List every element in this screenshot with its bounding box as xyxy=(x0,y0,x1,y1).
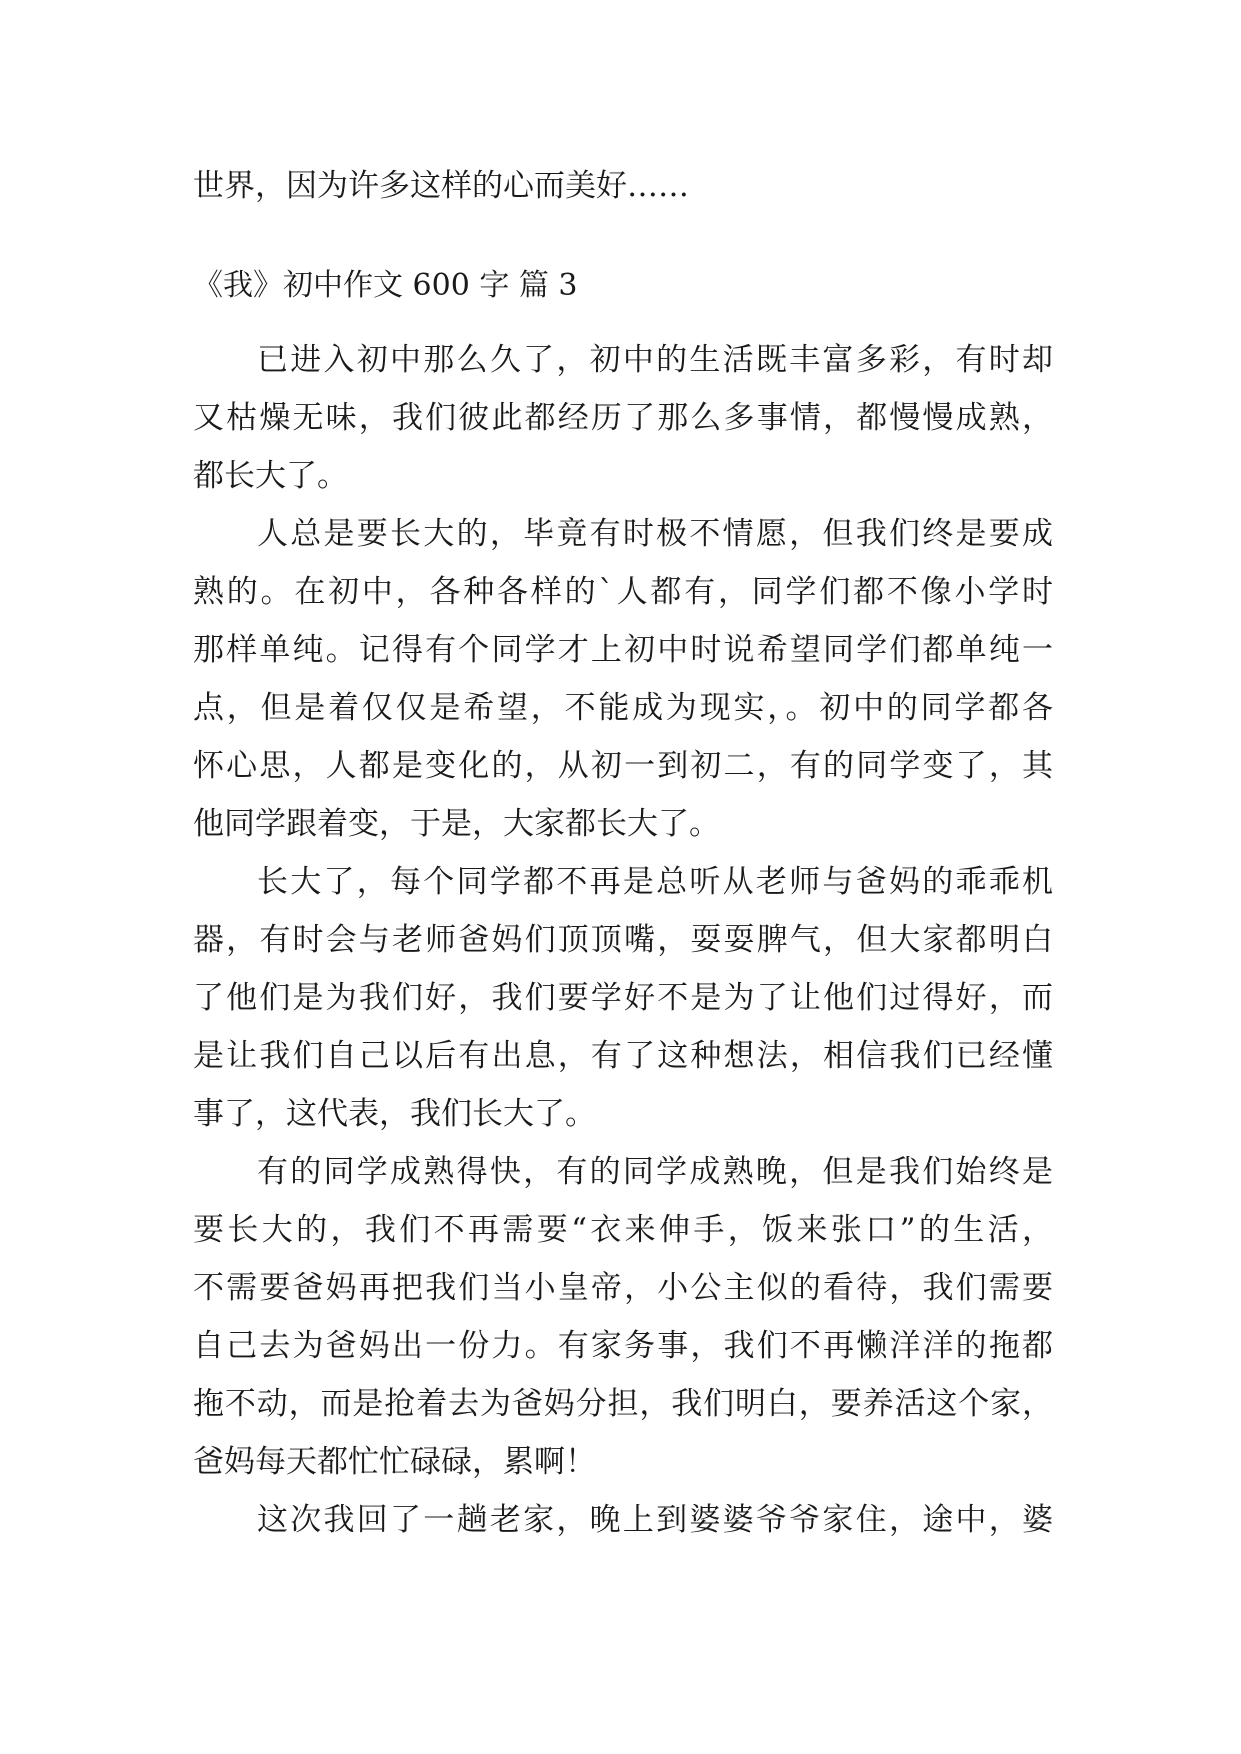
text-line: 这次我回了一趟老家，晚上到婆婆爷爷家住，途中，婆 xyxy=(257,1502,1053,1538)
text-line: 都长大了。 xyxy=(193,458,348,494)
text-line: 熟的。在初中，各种各样的`人都有，同学们都不像小学时 xyxy=(193,574,1053,610)
text-line: 长大了，每个同学都不再是总听从老师与爸妈的乖乖机 xyxy=(257,864,1053,900)
text-line: 那样单纯。记得有个同学才上初中时说希望同学们都单纯一 xyxy=(193,632,1053,668)
text-line: 世界，因为许多这样的心而美好…… xyxy=(193,168,689,204)
text-line: 有的同学成熟得快，有的同学成熟晚，但是我们始终是 xyxy=(257,1154,1053,1190)
text-line: 点，但是着仅仅是希望，不能成为现实，。初中的同学都各 xyxy=(193,690,1053,726)
text-line: 事了，这代表，我们长大了。 xyxy=(193,1096,596,1132)
text-line: 爸妈每天都忙忙碌碌，累啊！ xyxy=(193,1444,596,1480)
text-line: 自己去为爸妈出一份力。有家务事，我们不再懒洋洋的拖都 xyxy=(193,1328,1053,1364)
text-line: 器，有时会与老师爸妈们顶顶嘴，耍耍脾气，但大家都明白 xyxy=(193,922,1053,958)
text-line: 人总是要长大的，毕竟有时极不情愿，但我们终是要成 xyxy=(257,516,1053,552)
text-line: 不需要爸妈再把我们当小皇帝，小公主似的看待，我们需要 xyxy=(193,1270,1053,1306)
text-line: 又枯燥无味，我们彼此都经历了那么多事情，都慢慢成熟， xyxy=(193,400,1053,436)
text-line: 他同学跟着变，于是，大家都长大了。 xyxy=(193,806,720,842)
essay-heading: 《我》初中作文 600 字 篇 3 xyxy=(193,268,578,303)
text-line: 了他们是为我们好，我们要学好不是为了让他们过得好，而 xyxy=(193,980,1053,1016)
text-line: 怀心思，人都是变化的，从初一到初二，有的同学变了，其 xyxy=(193,748,1053,784)
text-line: 拖不动，而是抢着去为爸妈分担，我们明白，要养活这个家， xyxy=(193,1386,1053,1422)
text-line: 是让我们自己以后有出息，有了这种想法，相信我们已经懂 xyxy=(193,1038,1053,1074)
text-line: 已进入初中那么久了，初中的生活既丰富多彩，有时却 xyxy=(257,342,1053,378)
text-line: 要长大的，我们不再需要“衣来伸手，饭来张口”的生活， xyxy=(193,1212,1053,1248)
